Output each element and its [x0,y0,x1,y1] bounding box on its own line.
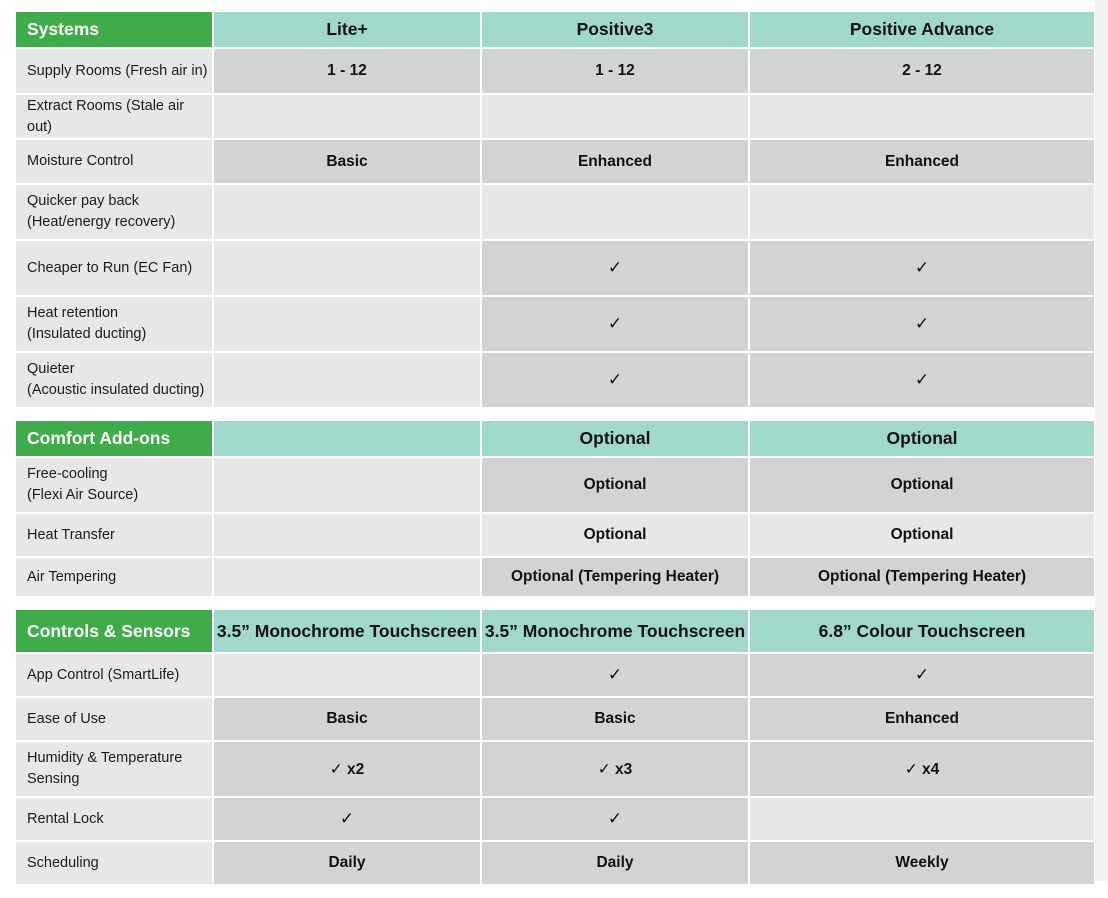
column-header-positive-advance: Positive Advance [750,12,1094,47]
table-cell: 1 - 12 [482,49,750,93]
column-header-positive3: Positive3 [482,12,750,47]
table-cell: Basic [214,698,482,740]
checkmark-icon: ✓ [214,798,482,840]
table-cell: Enhanced [750,698,1094,740]
table-cell [214,654,482,696]
table-row [16,514,1094,558]
column-header-positive3: 3.5” Monochrome Touchscreen [482,610,750,652]
section-header-row [16,610,1094,654]
row-label: Quieter (Acoustic insulated ducting) [16,353,214,407]
row-label: Supply Rooms (Fresh air in) [16,49,214,93]
section-title: Comfort Add-ons [16,421,214,456]
table-cell: Optional (Tempering Heater) [482,558,750,596]
table-cell [750,95,1094,138]
table-cell: Optional [750,514,1094,556]
checkmark-icon: ✓ [750,297,1094,351]
row-label: Free-cooling (Flexi Air Source) [16,458,214,512]
table-cell [482,95,750,138]
table-row [16,458,1094,514]
table-row [16,353,1094,407]
row-label: Air Tempering [16,558,214,596]
table-row [16,185,1094,241]
table-cell: Optional [482,458,750,512]
table-row [16,842,1094,884]
table-row [16,742,1094,798]
table-cell [750,185,1094,239]
table-cell [214,353,482,407]
checkmark-icon: ✓ [482,297,750,351]
column-header-positive3: Optional [482,421,750,456]
table-cell [214,458,482,512]
table-row [16,297,1094,353]
table-cell [214,95,482,138]
table-cell: ✓ x2 [214,742,482,796]
table-cell: 1 - 12 [214,49,482,93]
section-header-row [16,12,1094,49]
table-cell: Weekly [750,842,1094,884]
table-cell: 2 - 12 [750,49,1094,93]
row-label: App Control (SmartLife) [16,654,214,696]
column-header-lite-plus: Lite+ [214,12,482,47]
table-cell: Optional (Tempering Heater) [750,558,1094,596]
table-cell: ✓ x4 [750,742,1094,796]
row-label: Rental Lock [16,798,214,840]
table-row [16,241,1094,297]
table-row [16,558,1094,596]
section-systems [16,12,1094,407]
checkmark-icon: ✓ [482,798,750,840]
table-cell [750,798,1094,840]
table-row [16,698,1094,742]
row-label: Scheduling [16,842,214,884]
row-label: Quicker pay back (Heat/energy recovery) [16,185,214,239]
table-row [16,95,1094,140]
table-cell [214,558,482,596]
section-comfort-addons [16,421,1094,596]
section-title: Controls & Sensors [16,610,214,652]
table-cell [214,185,482,239]
row-label: Extract Rooms (Stale air out) [16,95,214,138]
table-cell: Basic [214,140,482,183]
table-cell: Enhanced [750,140,1094,183]
table-cell [214,514,482,556]
column-header-lite-plus [214,421,482,456]
section-header-row [16,421,1094,458]
row-label: Moisture Control [16,140,214,183]
table-cell: ✓ x3 [482,742,750,796]
table-row [16,140,1094,185]
table-row [16,798,1094,842]
checkmark-icon: ✓ [482,241,750,295]
row-label: Ease of Use [16,698,214,740]
row-label: Humidity & Temperature Sensing [16,742,214,796]
section-title: Systems [16,12,214,47]
row-label: Cheaper to Run (EC Fan) [16,241,214,295]
table-row [16,49,1094,95]
checkmark-icon: ✓ [750,241,1094,295]
row-label: Heat Transfer [16,514,214,556]
checkmark-icon: ✓ [482,353,750,407]
table-cell: Optional [750,458,1094,512]
right-edge-strip [1095,0,1108,881]
table-cell [482,185,750,239]
table-row [16,654,1094,698]
checkmark-icon: ✓ [750,353,1094,407]
comparison-table [16,12,1094,898]
table-cell: Basic [482,698,750,740]
table-cell [214,241,482,295]
checkmark-icon: ✓ [750,654,1094,696]
table-cell: Daily [482,842,750,884]
table-cell: Daily [214,842,482,884]
column-header-positive-advance: 6.8” Colour Touchscreen [750,610,1094,652]
column-header-lite-plus: 3.5” Monochrome Touchscreen [214,610,482,652]
table-cell [214,297,482,351]
table-cell: Optional [482,514,750,556]
section-controls-sensors [16,610,1094,884]
table-cell: Enhanced [482,140,750,183]
column-header-positive-advance: Optional [750,421,1094,456]
checkmark-icon: ✓ [482,654,750,696]
row-label: Heat retention (Insulated ducting) [16,297,214,351]
